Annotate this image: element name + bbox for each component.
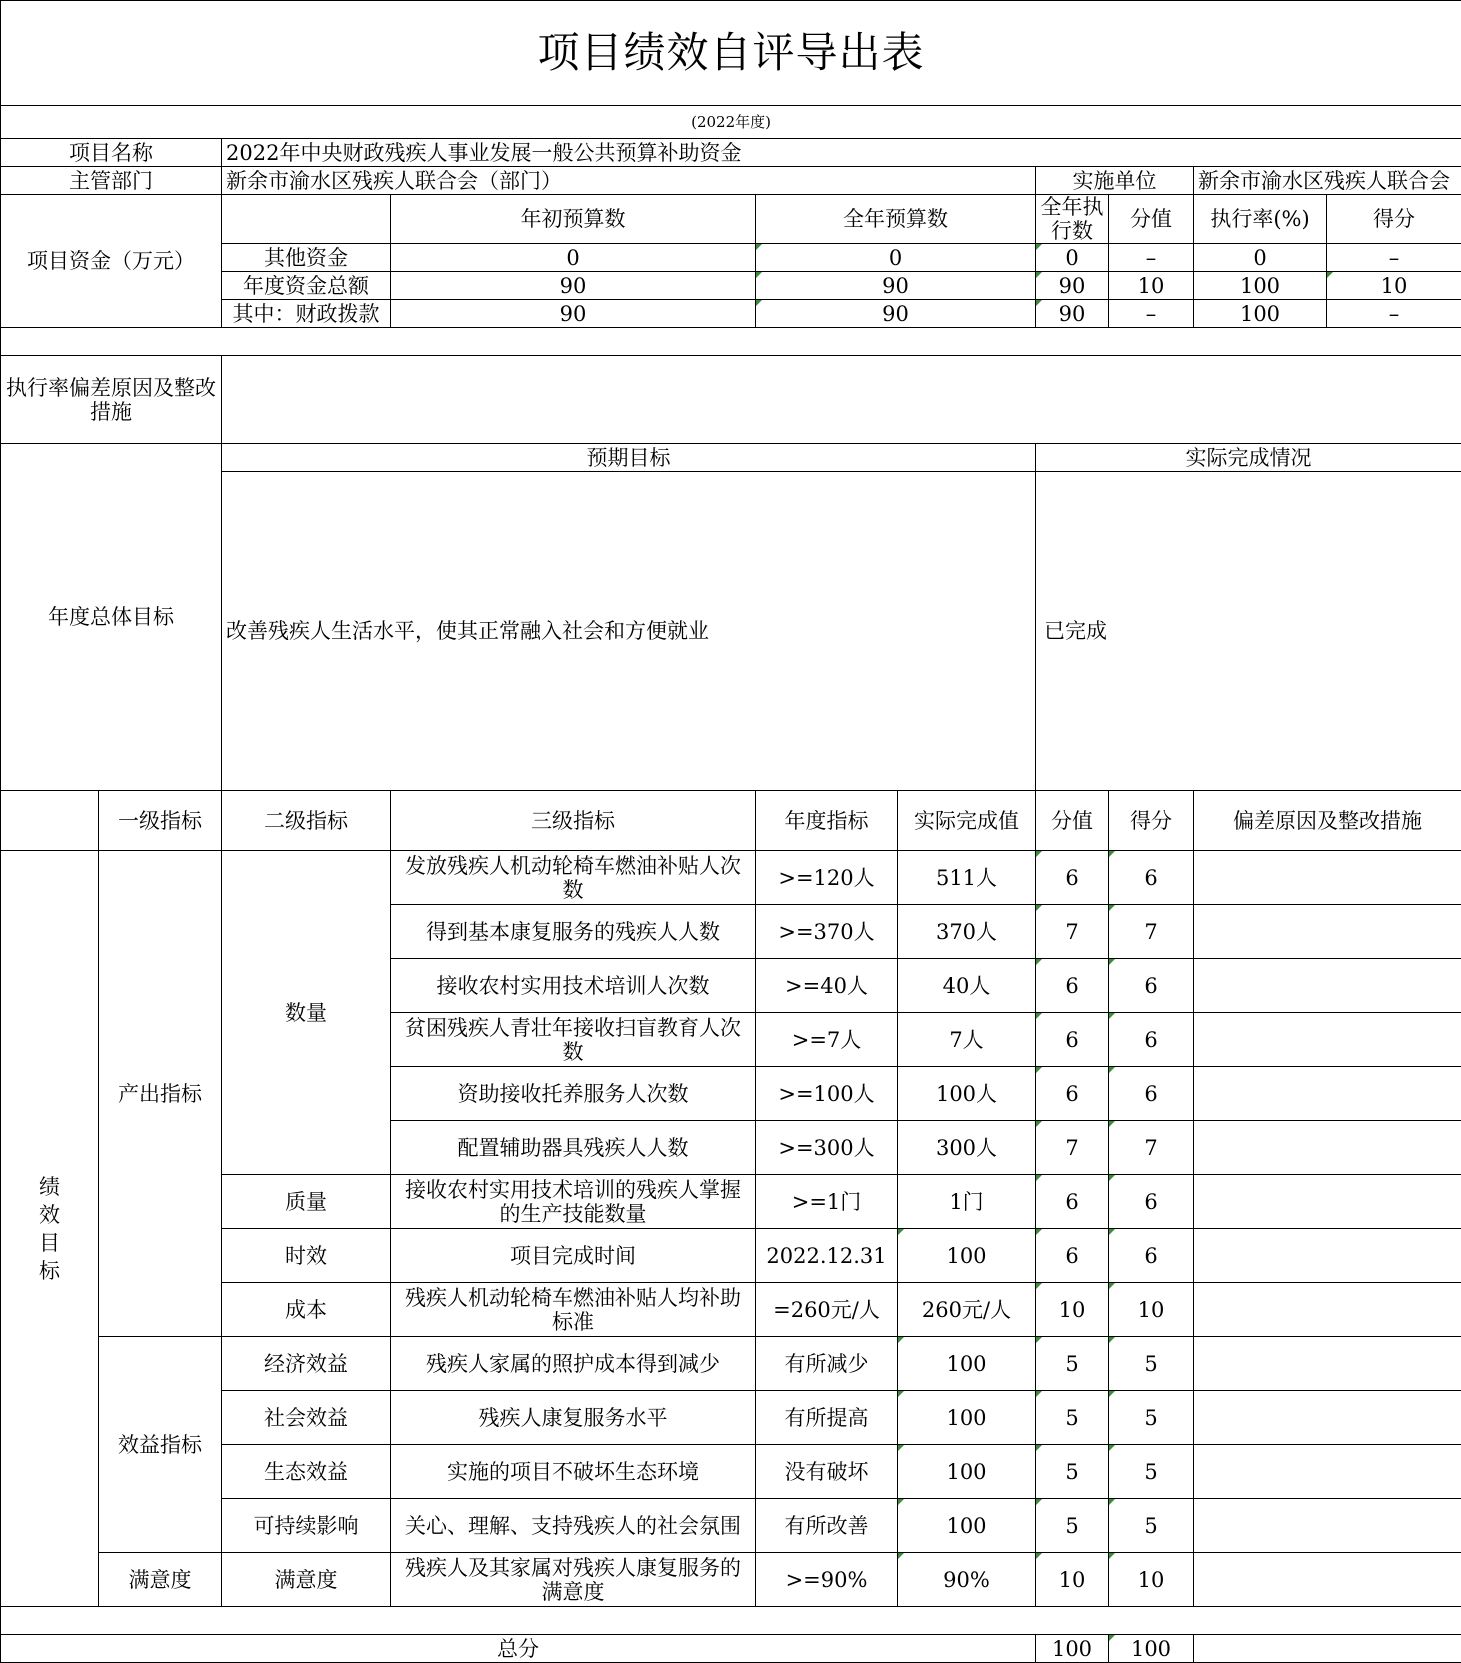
indicator-target: 没有破坏 [756, 1445, 898, 1499]
spacer-row [1, 1607, 1461, 1635]
indicator-actual: 90% [898, 1553, 1036, 1607]
indicator-score: 7 [1109, 1121, 1194, 1175]
indicator-row [1, 1337, 1461, 1391]
indicator-target: 有所改善 [756, 1499, 898, 1553]
funds-header-executed: 全年执行数 [1036, 195, 1109, 244]
indicator-name: 残疾人及其家属对残疾人康复服务的满意度 [391, 1553, 756, 1607]
level2-sustainable: 可持续影响 [222, 1499, 391, 1553]
indicator-name: 发放残疾人机动轮椅车燃油补贴人次数 [391, 851, 756, 905]
project-name-label: 项目名称 [1, 139, 222, 167]
indicator-note [1194, 1499, 1461, 1553]
indicator-value: 6 [1036, 851, 1109, 905]
indicator-name: 接收农村实用技术培训的残疾人掌握的生产技能数量 [391, 1175, 756, 1229]
indicator-note [1194, 1391, 1461, 1445]
indicator-actual: 100 [898, 1337, 1036, 1391]
funds-initial: 90 [391, 300, 756, 328]
indicator-target: >=40人 [756, 959, 898, 1013]
funds-score-value: – [1109, 244, 1194, 272]
indicator-name: 贫困残疾人青壮年接收扫盲教育人次数 [391, 1013, 756, 1067]
indicator-score: 5 [1109, 1445, 1194, 1499]
indicator-name: 实施的项目不破坏生态环境 [391, 1445, 756, 1499]
level1-benefit: 效益指标 [99, 1337, 222, 1553]
indicator-note [1194, 1337, 1461, 1391]
level2-quality: 质量 [222, 1175, 391, 1229]
indicator-note [1194, 851, 1461, 905]
funds-label: 项目资金（万元） [1, 195, 222, 328]
project-name-value: 2022年中央财政残疾人事业发展一般公共预算补助资金 [222, 139, 1461, 167]
indicator-value: 10 [1036, 1283, 1109, 1337]
indicator-name: 接收农村实用技术培训人次数 [391, 959, 756, 1013]
indicator-header-target: 年度指标 [756, 791, 898, 851]
total-score: 100 [1109, 1635, 1194, 1663]
indicator-note [1194, 1121, 1461, 1175]
indicator-target: >=1门 [756, 1175, 898, 1229]
level2-quantity: 数量 [222, 851, 391, 1175]
funds-annual: 90 [756, 300, 1036, 328]
level1-output: 产出指标 [99, 851, 222, 1337]
indicator-score: 6 [1109, 1175, 1194, 1229]
indicator-note [1194, 1445, 1461, 1499]
indicator-note [1194, 1175, 1461, 1229]
indicator-note [1194, 1067, 1461, 1121]
indicator-target: 有所提高 [756, 1391, 898, 1445]
funds-executed: 90 [1036, 272, 1109, 300]
goals-actual-value: 已完成 [1036, 472, 1461, 791]
level1-satisfaction: 满意度 [99, 1553, 222, 1607]
funds-header-rate: 执行率(%) [1194, 195, 1327, 244]
indicator-note [1194, 1283, 1461, 1337]
indicator-actual: 100 [898, 1391, 1036, 1445]
indicator-actual: 100 [898, 1499, 1036, 1553]
funds-score-value: – [1109, 300, 1194, 328]
page-title: 项目绩效自评导出表 [1, 1, 1461, 106]
total-note [1194, 1635, 1461, 1663]
level2-ecological: 生态效益 [222, 1445, 391, 1499]
indicator-name: 残疾人家属的照护成本得到减少 [391, 1337, 756, 1391]
funds-rate: 0 [1194, 244, 1327, 272]
indicator-actual: 100 [898, 1229, 1036, 1283]
indicator-value: 6 [1036, 959, 1109, 1013]
funds-row-name: 其他资金 [222, 244, 391, 272]
indicator-header-level3: 三级指标 [391, 791, 756, 851]
level2-economic: 经济效益 [222, 1337, 391, 1391]
funds-initial: 90 [391, 272, 756, 300]
indicator-value: 5 [1036, 1337, 1109, 1391]
indicator-note [1194, 905, 1461, 959]
total-label: 总分 [1, 1635, 1036, 1663]
indicator-score: 6 [1109, 851, 1194, 905]
fiscal-year: (2022年度) [1, 106, 1461, 139]
indicator-target: >=120人 [756, 851, 898, 905]
indicator-target: 有所减少 [756, 1337, 898, 1391]
indicator-value: 6 [1036, 1013, 1109, 1067]
indicator-name: 残疾人康复服务水平 [391, 1391, 756, 1445]
indicator-note [1194, 1013, 1461, 1067]
total-value: 100 [1036, 1635, 1109, 1663]
indicator-actual: 260元/人 [898, 1283, 1036, 1337]
indicator-score: 6 [1109, 1013, 1194, 1067]
dept-value: 新余市渝水区残疾人联合会（部门） [222, 167, 1036, 195]
funds-header-score: 得分 [1327, 195, 1461, 244]
dept-label: 主管部门 [1, 167, 222, 195]
funds-header-annual: 全年预算数 [756, 195, 1036, 244]
indicator-note [1194, 1229, 1461, 1283]
funds-rate: 100 [1194, 272, 1327, 300]
goals-actual-header: 实际完成情况 [1036, 444, 1461, 472]
indicator-actual: 40人 [898, 959, 1036, 1013]
indicator-score: 5 [1109, 1391, 1194, 1445]
indicator-target: >=90% [756, 1553, 898, 1607]
indicator-score: 6 [1109, 1067, 1194, 1121]
indicator-value: 7 [1036, 905, 1109, 959]
indicator-value: 6 [1036, 1229, 1109, 1283]
deviation-value [222, 356, 1461, 444]
funds-rate: 100 [1194, 300, 1327, 328]
indicator-actual: 1门 [898, 1175, 1036, 1229]
indicator-value: 5 [1036, 1391, 1109, 1445]
indicator-score: 5 [1109, 1337, 1194, 1391]
indicator-name: 资助接收托养服务人次数 [391, 1067, 756, 1121]
goals-label: 年度总体目标 [1, 444, 222, 791]
indicator-target: >=100人 [756, 1067, 898, 1121]
funds-header-blank [222, 195, 391, 244]
indicator-header-value: 分值 [1036, 791, 1109, 851]
indicator-target: >=370人 [756, 905, 898, 959]
indicator-score: 5 [1109, 1499, 1194, 1553]
indicator-actual: 7人 [898, 1013, 1036, 1067]
goals-expected-value: 改善残疾人生活水平，使其正常融入社会和方便就业 [222, 472, 1036, 791]
funds-score-value: 10 [1109, 272, 1194, 300]
funds-initial: 0 [391, 244, 756, 272]
indicator-header-blank [1, 791, 99, 851]
funds-annual: 0 [756, 244, 1036, 272]
indicator-target: >=7人 [756, 1013, 898, 1067]
level2-timeliness: 时效 [222, 1229, 391, 1283]
indicator-score: 6 [1109, 1229, 1194, 1283]
indicator-note [1194, 1553, 1461, 1607]
indicator-score: 6 [1109, 959, 1194, 1013]
deviation-label: 执行率偏差原因及整改措施 [1, 356, 222, 444]
indicator-header-score: 得分 [1109, 791, 1194, 851]
indicator-row [1, 1553, 1461, 1607]
goals-expected-header: 预期目标 [222, 444, 1036, 472]
indicator-name: 关心、理解、支持残疾人的社会氛围 [391, 1499, 756, 1553]
indicator-actual: 300人 [898, 1121, 1036, 1175]
funds-score: – [1327, 244, 1461, 272]
indicator-score: 10 [1109, 1283, 1194, 1337]
unit-label: 实施单位 [1036, 167, 1194, 195]
indicator-target: 2022.12.31 [756, 1229, 898, 1283]
indicator-score: 10 [1109, 1553, 1194, 1607]
indicator-header-level1: 一级指标 [99, 791, 222, 851]
indicator-header-note: 偏差原因及整改措施 [1194, 791, 1461, 851]
indicator-target: >=300人 [756, 1121, 898, 1175]
level2-cost: 成本 [222, 1283, 391, 1337]
funds-header-score-value: 分值 [1109, 195, 1194, 244]
indicator-score: 7 [1109, 905, 1194, 959]
total-row [1, 1635, 1461, 1663]
funds-executed: 0 [1036, 244, 1109, 272]
funds-annual: 90 [756, 272, 1036, 300]
funds-score: 10 [1327, 272, 1461, 300]
indicator-value: 7 [1036, 1121, 1109, 1175]
indicator-header-level2: 二级指标 [222, 791, 391, 851]
indicator-name: 残疾人机动轮椅车燃油补贴人均补助标准 [391, 1283, 756, 1337]
level2-satisfaction: 满意度 [222, 1553, 391, 1607]
indicator-value: 6 [1036, 1175, 1109, 1229]
indicator-target: =260元/人 [756, 1283, 898, 1337]
indicator-actual: 511人 [898, 851, 1036, 905]
funds-row-name: 年度资金总额 [222, 272, 391, 300]
indicator-header-actual: 实际完成值 [898, 791, 1036, 851]
indicator-value: 6 [1036, 1067, 1109, 1121]
spacer-row [1, 328, 1461, 356]
indicator-value: 10 [1036, 1553, 1109, 1607]
performance-goals-label: 绩 效 目 标 [1, 851, 99, 1607]
indicator-row [1, 851, 1461, 905]
indicator-value: 5 [1036, 1445, 1109, 1499]
indicator-name: 得到基本康复服务的残疾人人数 [391, 905, 756, 959]
indicator-name: 项目完成时间 [391, 1229, 756, 1283]
funds-executed: 90 [1036, 300, 1109, 328]
indicator-actual: 100 [898, 1445, 1036, 1499]
indicator-actual: 100人 [898, 1067, 1036, 1121]
indicator-name: 配置辅助器具残疾人人数 [391, 1121, 756, 1175]
unit-value: 新余市渝水区残疾人联合会 [1194, 167, 1461, 195]
funds-score: – [1327, 300, 1461, 328]
indicator-value: 5 [1036, 1499, 1109, 1553]
level2-social: 社会效益 [222, 1391, 391, 1445]
indicator-actual: 370人 [898, 905, 1036, 959]
funds-row-name: 其中：财政拨款 [222, 300, 391, 328]
indicator-note [1194, 959, 1461, 1013]
funds-header-initial: 年初预算数 [391, 195, 756, 244]
